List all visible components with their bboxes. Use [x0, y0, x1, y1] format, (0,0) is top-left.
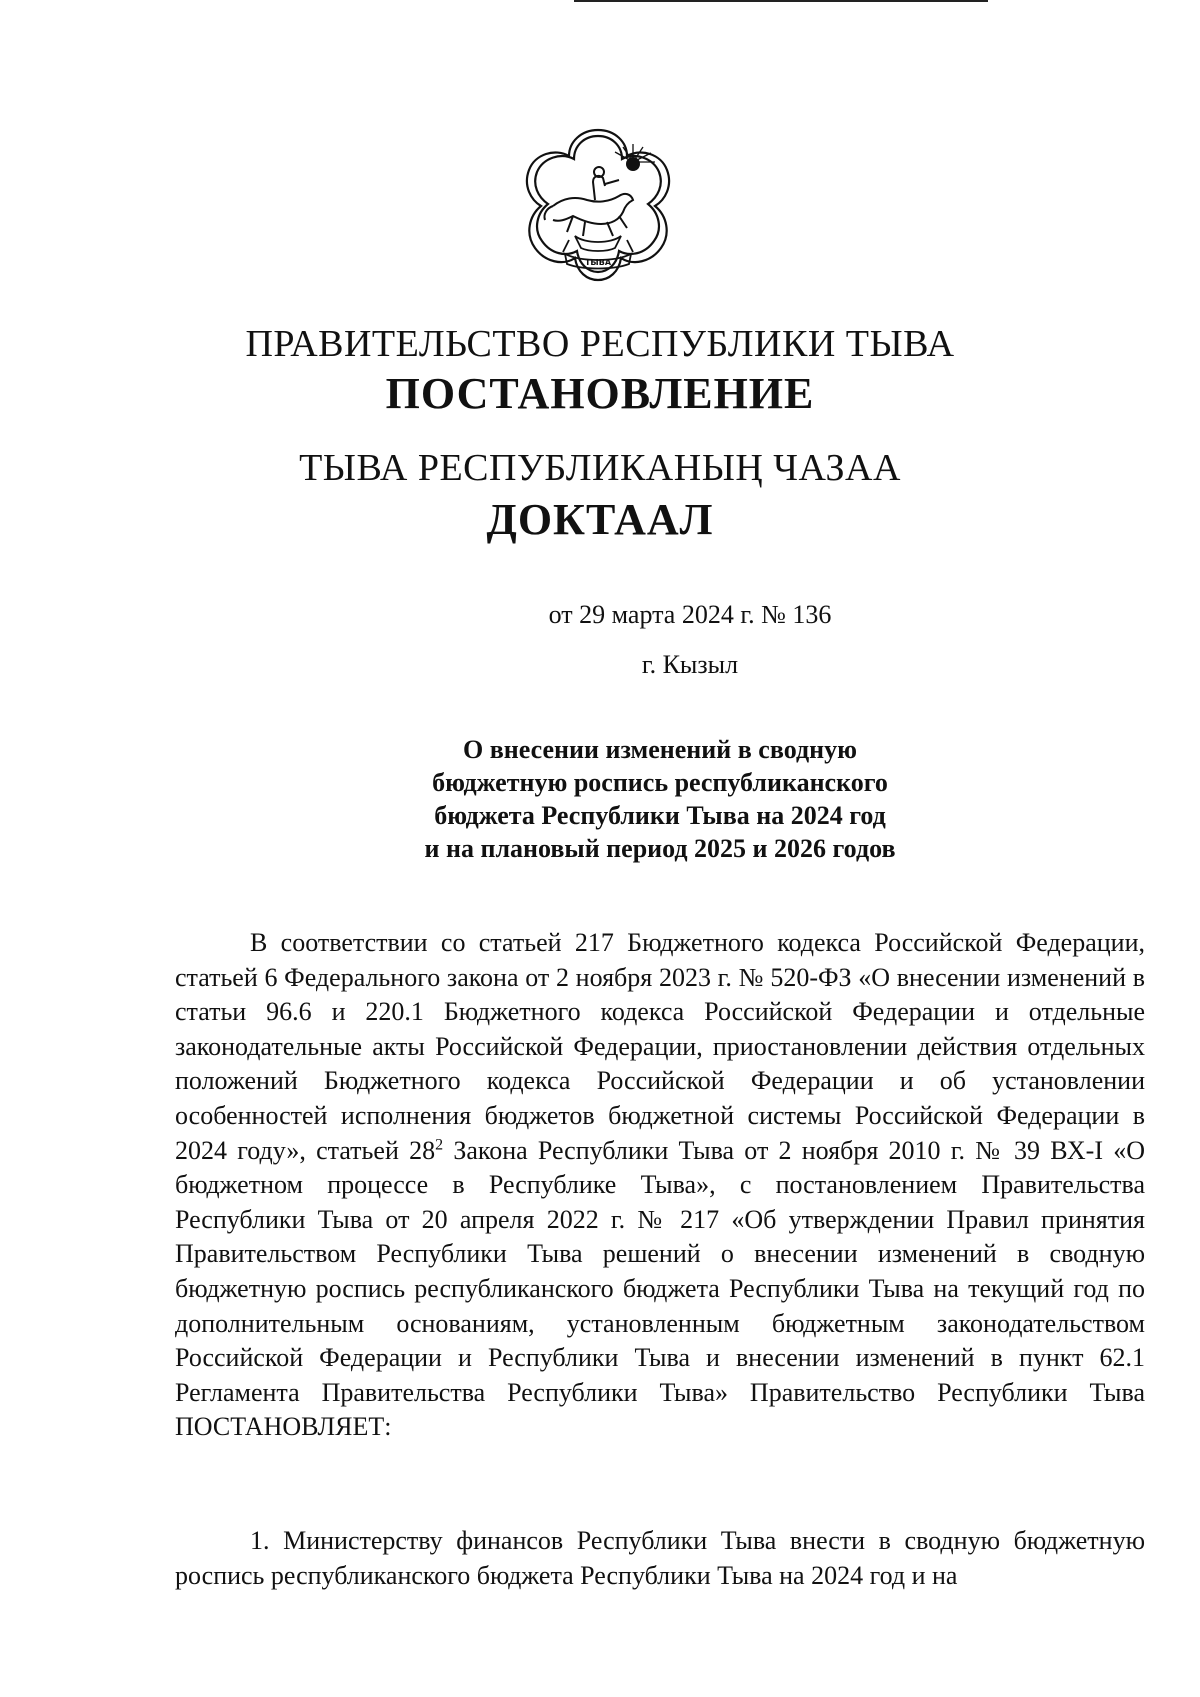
subject-line-3: бюджета Республики Тыва на 2024 год	[434, 801, 886, 830]
clause-1-paragraph: 1. Министерству финансов Республики Тыва внести в сводную бюджетную роспись республиканского бюджета Республики Тыва на 2024 год и на	[175, 1526, 1145, 1590]
emblem-ribbon-text: ТЫВА	[584, 258, 612, 267]
preamble-text-1: В соответствии со статьей 217 Бюджетного кодекса Российской Федерации, статьей 6 Федерального закона от 2 ноября 2023 г. № 520-ФЗ «О внесении изменений в статьи 96.6 и 220.1 Бюджетного кодекса Российской Федерации и отдельные законодательные акты Российской Федерации, приостановлении действия отдельных положений Бюджетного кодекса Российской Федерации и об установлении особенностей исполнения бюджетов бюджетной системы Российской Федерации в 2024 году», статьей 28	[175, 928, 1145, 1165]
subject-line-4: и на плановый период 2025 и 2026 годов	[424, 834, 896, 863]
government-title-ru: ПРАВИТЕЛЬСТВО РЕСПУБЛИКИ ТЫВА	[245, 323, 955, 365]
top-rule	[574, 0, 988, 2]
document-type-tyv: ДОКТААЛ	[486, 495, 714, 544]
preamble-text-2: Закона Республики Тыва от 2 ноября 2010 г. № 39 ВХ-I «О бюджетном процессе в Республике Тыва», с постановлением Правительства Республики Тыва от 20 апреля 2022 г. № 217 «Об утверждении Правил принятия Правительством Республики Тыва решений о внесении изменений в сводную бюджетную роспись республиканского бюджета Республики Тыва на текущий год по дополнительным основаниям, установленным бюджетным законодательством Российской Федерации и Республики Тыва и внесении изменений в пункт 62.1 Регламента Правительства Республики Тыва» Правительство Республики Тыва ПОСТАНОВЛЯЕТ:	[175, 1135, 1146, 1442]
preamble-paragraph	[175, 926, 1145, 1445]
date-number: от 29 марта 2024 г. № 136	[548, 600, 832, 629]
document-type-ru: ПОСТАНОВЛЕНИЕ	[385, 369, 815, 418]
tuva-emblem-icon	[515, 120, 681, 286]
subject-line-1: О внесении изменений в сводную	[463, 735, 857, 764]
city: г. Кызыл	[641, 650, 739, 679]
subject-line-2: бюджетную роспись республиканского	[432, 768, 888, 797]
document-subject	[300, 733, 1020, 865]
government-title-tyv: ТЫВА РЕСПУБЛИКАНЫҢ ЧАЗАА	[299, 447, 901, 489]
article-superscript: 2	[435, 1135, 444, 1153]
